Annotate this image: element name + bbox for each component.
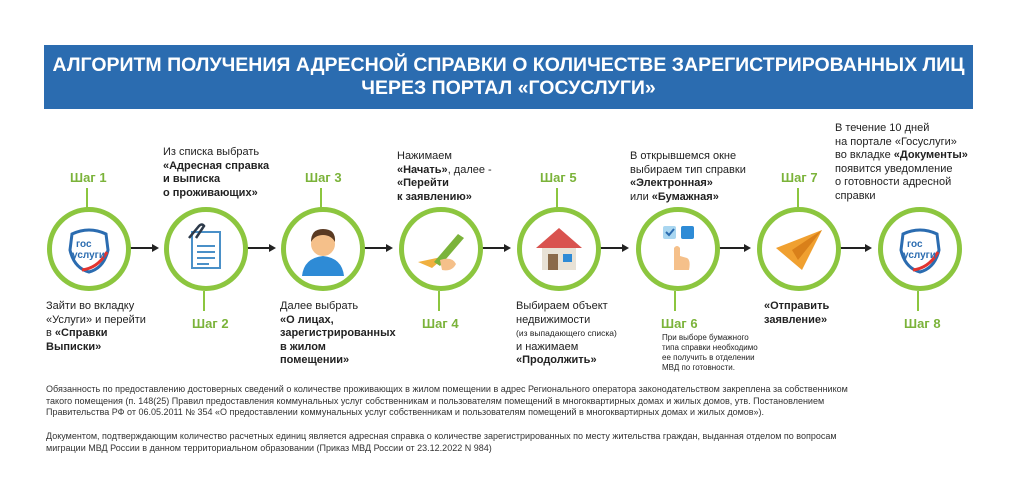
step-2-circle	[164, 207, 248, 291]
step-3-text	[280, 300, 420, 368]
arrow-3-4	[363, 243, 394, 253]
step-2-label: Шаг 2	[192, 316, 229, 331]
step-5-text	[516, 300, 646, 368]
step-6-line-4-bold: «Бумажная»	[651, 190, 719, 203]
step-6-line-4	[630, 191, 770, 205]
step-7-circle	[757, 207, 841, 291]
step-3-circle	[281, 207, 365, 291]
step-1-line-3-bold: «Справки	[54, 327, 108, 339]
step-3-line-5-bold: помещении»	[280, 354, 350, 366]
step-5-circle	[517, 207, 601, 291]
step-8-line-6: справки	[835, 189, 876, 202]
footer-p2-line-1: Документом, подтверждающим количество расчетных единиц является адресная справка о количестве зарегистрированных по месту жительства граждан, выданная отделом по вопросам	[46, 431, 837, 441]
step-7-label: Шаг 7	[781, 170, 818, 185]
touch-select-icon	[641, 212, 715, 286]
step-5-line-1: Выбираем объект	[516, 300, 608, 312]
step-4-line-3-bold: «Перейти	[397, 177, 449, 189]
step-4-line-2	[397, 164, 537, 178]
arrow-2-3	[246, 243, 277, 253]
footer-paragraph-1	[46, 384, 986, 419]
connector-step-6	[674, 291, 676, 311]
arrow-7-8	[840, 243, 873, 253]
step-7-line-1-bold: «Отправить	[764, 300, 830, 312]
step-4-line-2-plain: , далее -	[447, 163, 492, 176]
step-4-line-2-bold: «Начать»	[397, 163, 448, 176]
step-3-line-3-bold: зарегистрированных	[280, 327, 396, 339]
step-4-label: Шаг 4	[422, 316, 459, 331]
step-6-label: Шаг 6	[661, 316, 698, 331]
connector-step-4	[438, 291, 440, 311]
step-8-line-3	[835, 149, 985, 163]
step-5-line-3: (из выпадающего списка)	[516, 328, 617, 338]
step-2-line-4-bold: о проживающих»	[163, 186, 258, 199]
step-2-line-4	[163, 187, 303, 201]
step-5-line-4: и нажимаем	[516, 340, 579, 353]
step-4-line-3	[397, 177, 537, 191]
person-icon	[286, 212, 360, 286]
step-6-circle	[636, 207, 720, 291]
step-6-note-line-2: типа справки необходимо	[662, 343, 758, 352]
arrow-6-7	[719, 243, 752, 253]
step-3-line-4-bold: в жилом	[280, 340, 326, 353]
step-4-circle	[399, 207, 483, 291]
title-banner	[44, 45, 973, 109]
connector-step-7	[797, 188, 799, 208]
step-8-line-3-plain: во вкладке	[835, 149, 894, 161]
step-3-line-4	[280, 341, 420, 355]
step-3-line-2	[280, 314, 420, 328]
step-7-line-2	[764, 314, 874, 328]
step-1-line-1: Зайти во вкладку	[46, 300, 135, 312]
step-6-line-3-bold: «Электронная»	[630, 177, 713, 189]
step-2-line-2-bold: «Адресная справка	[163, 159, 270, 172]
connector-step-8	[917, 291, 919, 311]
step-8-line-2: на портале «Госуслуги»	[835, 135, 957, 148]
step-5-line-2: недвижимости	[516, 313, 591, 326]
step-3-line-3	[280, 327, 420, 341]
connector-step-5	[556, 188, 558, 208]
paper-plane-icon	[762, 212, 836, 286]
step-5-label: Шаг 5	[540, 170, 577, 185]
step-1-circle	[47, 207, 131, 291]
logo-text-2: услуги	[72, 250, 105, 261]
title-line-1: АЛГОРИТМ ПОЛУЧЕНИЯ АДРЕСНОЙ СПРАВКИ О КОЛИЧЕСТВЕ ЗАРЕГИСТРИРОВАННЫХ ЛИЦ	[52, 54, 965, 76]
step-6-text	[630, 150, 770, 204]
step-3-line-5	[280, 354, 420, 368]
step-1-line-3-plain: в	[46, 327, 55, 339]
step-8-line-1: В течение 10 дней	[835, 122, 930, 134]
step-4-line-4-bold: к заявлению»	[397, 190, 472, 203]
footer-p1-line-1: Обязанность по предоставлению достоверных сведений о количестве проживающих в жилом помещении в адрес Регионального оператора законодательством закреплена за собственником	[46, 384, 848, 394]
logo-text-1: гос	[76, 239, 92, 250]
logo-text-2: услуги	[903, 250, 936, 261]
footer-p1-line-2: такого помещения (п. 148(25) Правил предоставления коммунальных услуг собственникам и пользователям помещений в многоквартирных домах и жилых домов, утв. Постановлением	[46, 395, 825, 406]
step-3-label: Шаг 3	[305, 170, 342, 185]
step-8-line-5: о готовности адресной	[835, 176, 952, 188]
footer-p2-line-2: миграции МВД России в данном территориальном образовании (Приказ МВД России от 23.12.2022 N 984)	[46, 442, 492, 453]
gosuslugi-logo-icon	[52, 212, 126, 286]
step-1-line-2: «Услуги» и перейти	[46, 313, 146, 326]
document-icon	[169, 212, 243, 286]
step-7-text	[764, 300, 874, 327]
gosuslugi-logo-icon	[883, 212, 957, 286]
house-icon	[522, 212, 596, 286]
step-1-line-3	[46, 327, 186, 341]
step-2-line-2	[163, 160, 303, 174]
step-5-line-5	[516, 354, 646, 368]
arrow-5-6	[599, 243, 630, 253]
step-8-line-3-bold: «Документы»	[893, 149, 968, 161]
step-6-note-line-4: МВД по готовности.	[662, 363, 735, 372]
step-6-note	[662, 333, 782, 373]
step-3-line-2-bold: «О лицах,	[280, 313, 334, 326]
step-6-line-4-plain: или	[630, 190, 652, 203]
step-5-line-5-bold: «Продолжить»	[516, 354, 597, 366]
step-6-line-1: В открывшемся окне	[630, 150, 737, 162]
connector-step-2	[203, 291, 205, 311]
connector-step-3	[320, 188, 322, 208]
step-2-line-3-bold: и выписка	[163, 173, 221, 185]
step-4-text	[397, 150, 537, 204]
step-1-label: Шаг 1	[70, 170, 107, 185]
logo-text-1: гос	[907, 239, 923, 250]
step-2-line-1: Из списка выбрать	[163, 146, 260, 158]
step-8-circle	[878, 207, 962, 291]
step-7-line-2-bold: заявление»	[764, 313, 828, 326]
step-2-line-3	[163, 173, 303, 187]
step-4-line-1: Нажимаем	[397, 150, 452, 162]
step-4-line-4	[397, 191, 537, 205]
arrow-4-5	[481, 243, 512, 253]
step-6-line-3	[630, 177, 770, 191]
footer-p1-line-3: Правительства РФ от 06.05.2011 № 354 «О предоставлении коммунальных услуг собственникам и пользователям помещений в многоквартирных домах и жилых домов»).	[46, 407, 765, 417]
step-6-note-line-1: При выборе бумажного	[662, 333, 749, 342]
footer-paragraph-2	[46, 431, 986, 454]
step-6-note-line-3: ее получить в отделении	[662, 353, 755, 362]
arrow-1-2	[129, 243, 160, 253]
step-1-line-4	[46, 341, 186, 355]
step-8-text	[835, 122, 985, 203]
step-6-line-2: выбираем тип справки	[630, 163, 746, 176]
step-8-label: Шаг 8	[904, 316, 941, 331]
step-1-line-4-bold: Выписки»	[46, 340, 102, 353]
step-2-text	[163, 146, 303, 200]
title-line-2: ЧЕРЕЗ ПОРТАЛ «ГОСУСЛУГИ»	[361, 77, 656, 99]
pen-hand-icon	[404, 212, 478, 286]
step-7-line-1	[764, 300, 874, 314]
step-1-text	[46, 300, 186, 354]
step-8-line-4: появится уведомление	[835, 162, 953, 175]
step-3-line-1: Далее выбрать	[280, 300, 359, 312]
connector-step-1	[86, 188, 88, 208]
